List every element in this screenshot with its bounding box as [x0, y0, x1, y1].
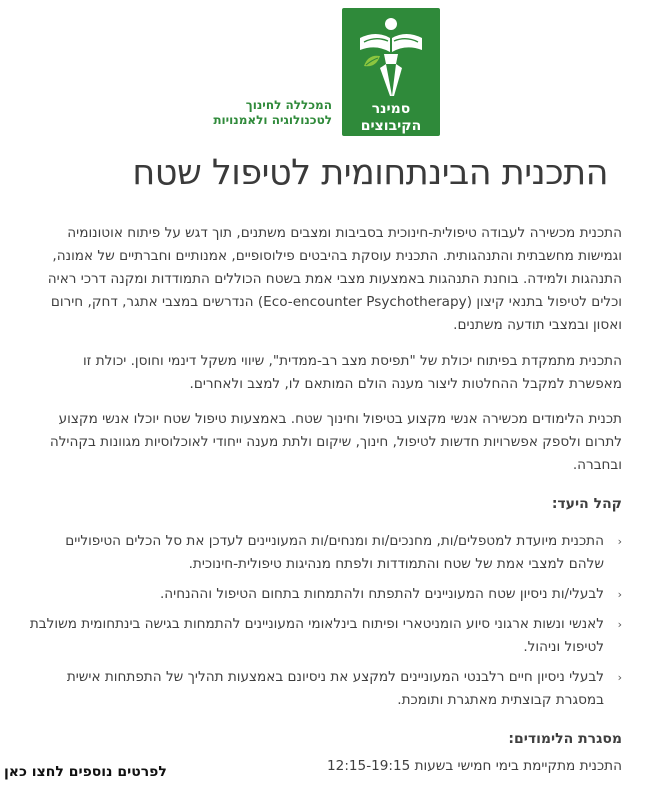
college-name-line1: המכללה לחינוך: [245, 98, 332, 112]
more-details-link[interactable]: לפרטים נוספים לחצו כאן: [4, 764, 167, 780]
audience-item: [28, 583, 622, 606]
logo-text-line1: סמינר: [371, 101, 411, 117]
audience-heading: קהל היעד:: [551, 496, 622, 512]
curriculum-paragraph: תכנית הלימודים מכשירה אנשי מקצוע בטיפול וחינוך שטח. באמצעות טיפול שטח יוכלו אנשי מקצוע לתרום ולספק אפשרויות חדשות לטיפול, חינוך, שיקום ולתת מענה ייחודי לאוכלוסיות מגוונות בקהילה ובחברה.: [49, 411, 622, 473]
audience-item: [28, 530, 622, 576]
focus-paragraph: התכנית מתמקדת בפיתוח יכולת של "תפיסת מצב רב-ממדית", שיווי משקל דינמי וחוסן. יכולת זו מאפשרת למקבל ההחלטות ליצור מענה הולם המותאם לו, למצב ולאחרים.: [82, 353, 622, 392]
audience-item-text: התכנית מיועדת למטפלים/ות, מחנכים/ות ומנחים/ות המעוניינים לעדכן את סל הכלים הטיפוליים שלהם למצבי אמת של שטח והתמודדות ולפתח מנהיגות טיפולית-חינוכית.: [65, 533, 604, 572]
logo-text-line2: הקיבוצים: [360, 118, 422, 134]
audience-item: [28, 613, 622, 659]
framework-text: התכנית מתקיימת בימי חמישי בשעות 12:15-19:15: [327, 758, 622, 774]
audience-list: [28, 530, 622, 712]
chevron-left-icon: ‹: [617, 588, 622, 601]
audience-item: [28, 666, 622, 712]
chevron-left-icon: ‹: [617, 535, 622, 548]
open-book-person-leaf-icon: [342, 8, 440, 104]
page-title: התכנית הבינתחומית לטיפול שטח: [132, 153, 608, 193]
header: [0, 0, 654, 150]
main-content: [28, 222, 622, 791]
intro-paragraph: התכנית מכשירה לעבודה טיפולית-חינוכית בסביבות ומצבים משתנים, תוך דגש על פיתוח אוטונומיה וגמישות מחשבתית והתנהגותית. התכנית עוסקת בהיבטים פילוסופיים, אמנותיים וחברתיים של אמונה, התנהגות ולמידה. בוחנת התנהגות באמצעות מצבי אמת בשטח הכוללים התמודדות ומקנה דרכי ראיה וכלים לטיפול בתנאי קיצון (Eco-encounter Psychotherapy) הנדרשים במצבי אתגר, דחק, חירום ואסון ובמצבי תודעה משתנים.: [47, 225, 622, 333]
audience-item-text: לבעלי/ות ניסיון שטח המעוניינים להתפתח ולהתמחות בתחום הטיפול וההנחיה.: [159, 586, 604, 602]
chevron-left-icon: ‹: [617, 671, 622, 684]
framework-heading: מסגרת הלימודים:: [508, 731, 622, 747]
chevron-left-icon: ‹: [617, 618, 622, 631]
college-name-line2: לטכנולוגיה ולאמנויות: [213, 113, 332, 127]
audience-item-text: לבעלי ניסיון חיים רלבנטי המעוניינים למקצע את ניסיונם באמצעות תהליך של התפתחות אישית במסגרת קבוצתית מאתגרת ותומכת.: [66, 669, 604, 708]
audience-item-text: לאנשי ונשות ארגוני סיוע הומניטארי ופיתוח בינלאומי המעוניינים להתמחות בגישה בינתחומית משולבת לטיפול וניהול.: [29, 616, 604, 655]
logo[interactable]: [342, 8, 440, 136]
college-name: [213, 98, 332, 128]
